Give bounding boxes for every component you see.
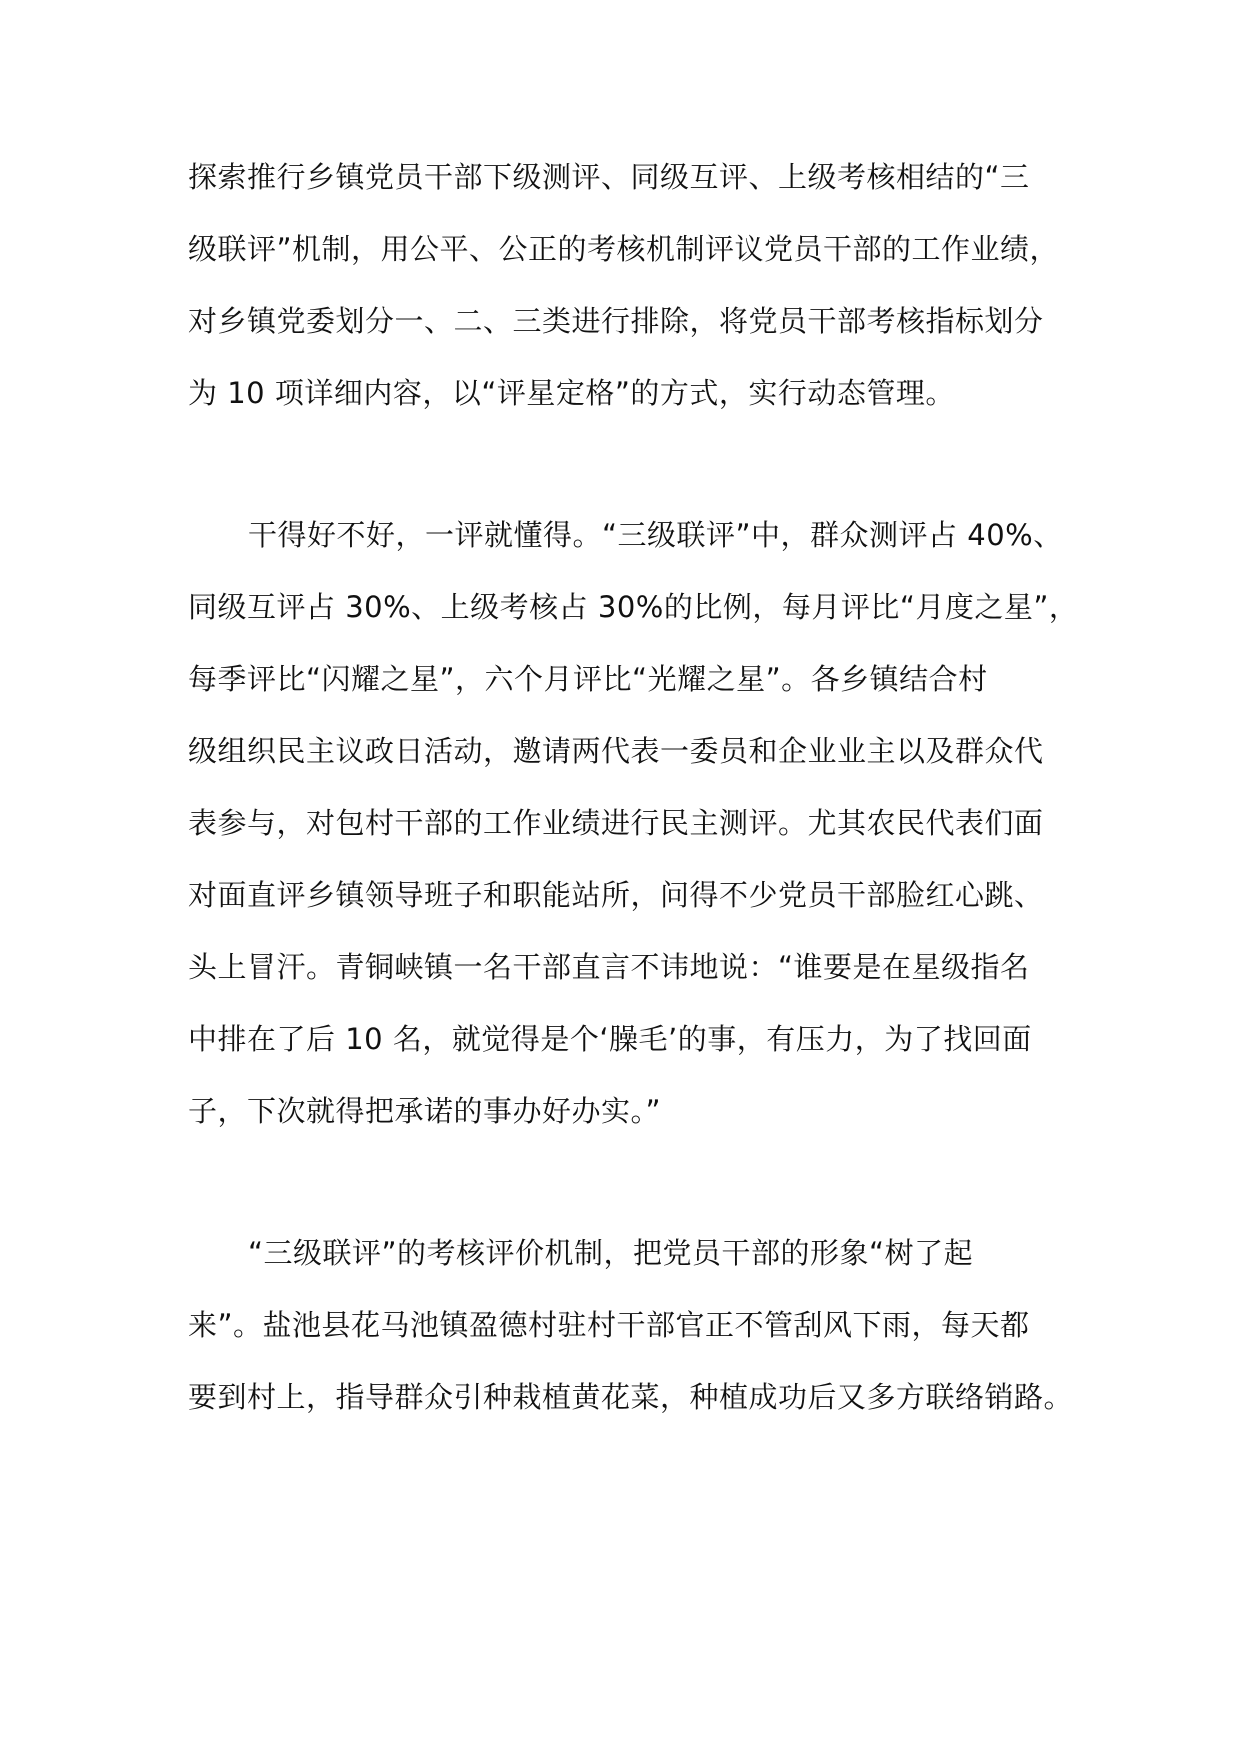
text-line: 为 10 项详细内容，以“评星定格”的方式，实行动态管理。	[188, 376, 955, 410]
text-line: 子，下次就得把承诺的事办好办实。”	[188, 1094, 662, 1128]
text-line: 对面直评乡镇领导班子和职能站所，问得不少党员干部脸红心跳、	[188, 878, 1044, 912]
text-line: 每季评比“闪耀之星”，六个月评比“光耀之星”。各乡镇结合村	[188, 662, 988, 696]
text-line: 同级互评占 30%、上级考核占 30%的比例，每月评比“月度之星”，	[188, 590, 1079, 624]
text-line: 对乡镇党委划分一、二、三类进行排除，将党员干部考核指标划分	[188, 304, 1044, 338]
text-line: 来”。盐池县花马池镇盈德村驻村干部官正不管刮风下雨，每天都	[188, 1308, 1030, 1342]
text-line: 干得好不好，一评就懂得。“三级联评”中，群众测评占 40%、	[248, 518, 1063, 552]
text-line: 级联评”机制，用公平、公正的考核机制评议党员干部的工作业绩，	[188, 232, 1060, 266]
text-line: 级组织民主议政日活动，邀请两代表一委员和企业业主以及群众代	[188, 734, 1044, 768]
text-line: 头上冒汗。青铜峡镇一名干部直言不讳地说：“谁要是在星级指名	[188, 950, 1030, 984]
text-line: 表参与，对包村干部的工作业绩进行民主测评。尤其农民代表们面	[188, 806, 1044, 840]
text-line: 探索推行乡镇党员干部下级测评、同级互评、上级考核相结的“三	[188, 160, 1030, 194]
text-line: 中排在了后 10 名，就觉得是个‘臊毛’的事，有压力，为了找回面	[188, 1022, 1032, 1056]
text-line: 要到村上，指导群众引种栽植黄花菜，种植成功后又多方联络销路。	[188, 1380, 1074, 1414]
text-line: “三级联评”的考核评价机制，把党员干部的形象“树了起	[248, 1236, 974, 1270]
